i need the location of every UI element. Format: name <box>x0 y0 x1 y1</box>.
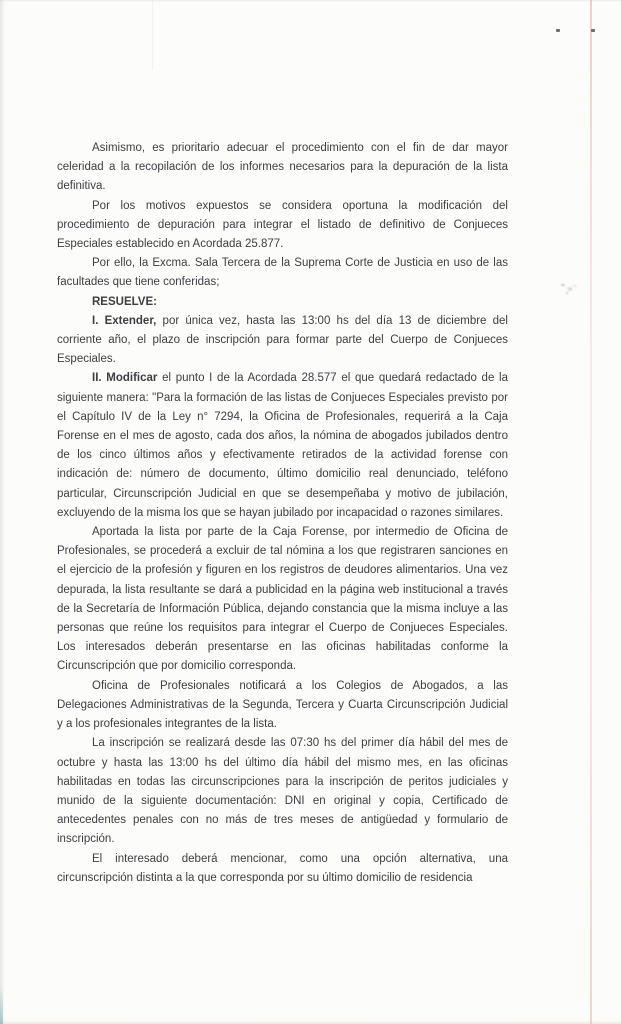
paragraph-considerando-1: Asimismo, es prioritario adecuar el procedimiento con el fin de dar mayor celeridad a la recopilación de los informes necesarios para la depuración de la lista definitiva. <box>57 142 508 193</box>
scan-edge-shadow-left <box>0 0 5 1024</box>
resolution-item-2 <box>57 369 508 523</box>
pencil-smudge-mark <box>557 278 583 299</box>
paragraph-depuracion: Aportada la lista por parte de la Caja Forense, por intermedio de Oficina de Profesionales, se procederá a excluir de tal nómina a los que registraren sanciones en el ejercicio de la profesión y figuren en los registros de deudores alimentarios. Una vez depurada, la lista resultante se dará a publicidad en la página web institucional a través de la Secretaría de Información Pública, dejando constancia que la misma incluye a las personas que reúne los requisitos para integrar el Cuerpo de Conjueces Especiales. Los interesados deberán presentarse en las oficinas habilitadas conforme la Circunscripción que por domicilio corresponda. <box>57 526 508 673</box>
paragraph-inscripcion: La inscripción se realizará desde las 07:30 hs del primer día hábil del mes de octubre y hasta las 13:00 hs del último día hábil del mismo mes, en las oficinas habilitadas en todas las circunscripciones para la inscripción de peritos judiciales y munido de la siguiente documentación: DNI en original y copia, Certificado de antecedentes penales con no más de tres meses de antigüedad y formulario de inscripción. <box>57 737 508 846</box>
paragraph-opcion-alternativa: El interesado deberá mencionar, como una opción alternativa, una circunscripción distinta a la que corresponda por su último domicilio de residencia <box>57 852 508 884</box>
paragraph-considerando-2: Por los motivos expuestos se considera oportuna la modificación del procedimiento de depuración para integrar el listado de definitivo de Conjueces Especiales establecido en Acordada 25.877. <box>57 199 508 251</box>
scan-corner-color-sliver <box>0 986 3 1024</box>
document-body <box>57 139 508 888</box>
scan-edge-shadow-top <box>0 0 621 2</box>
scan-margin-crease-line <box>590 0 592 1024</box>
scan-edge-shadow-bottom <box>0 1020 621 1024</box>
resuelve-heading: RESUELVE: <box>92 295 157 308</box>
scan-crease-faint <box>152 0 153 70</box>
paragraph-notificacion: Oficina de Profesionales notificará a los Colegios de Abogados, a las Delegaciones Administrativas de la Segunda, Tercera y Cuarta Circunscripción Judicial y a los profesionales integrantes de la lista. <box>57 679 508 731</box>
paragraph-considerando-3: Por ello, la Excma. Sala Tercera de la Suprema Corte de Justicia en uso de las facultades que tiene conferidas; <box>57 257 508 289</box>
resolution-item-1-text: por única vez, hasta las 13:00 hs del día 13 de diciembre del corriente año, el plazo de inscripción para formar parte del Cuerpo de Conjueces Especiales. <box>57 314 508 366</box>
resolution-item-2-lead: II. Modificar <box>92 372 158 385</box>
resolution-item-1 <box>57 312 508 370</box>
scan-speck <box>591 29 595 32</box>
scan-speck <box>556 29 560 32</box>
resolution-item-2-text: el punto I de la Acordada 28.577 el que quedará redactado de la siguiente manera: "Para la formación de las listas de Conjueces Especiales previsto por el Capítulo IV de la Ley n° 7294, la Oficina de Profesionales, requerirá a la Caja Forense en el mes de agosto, cada dos años, la nómina de abogados jubilados dentro de los cinco últimos años y efectivamente retirados de la actividad forense con indicación de: número de documento, último domicilio real denunciado, teléfono particular, Circunscripción Judicial en que se desempeñaba y motivo de jubilación, excluyendo de la misma los que se hayan jubilado por incapacidad o razones similares. <box>57 372 508 519</box>
resolution-item-1-lead: I. Extender, <box>92 314 157 327</box>
